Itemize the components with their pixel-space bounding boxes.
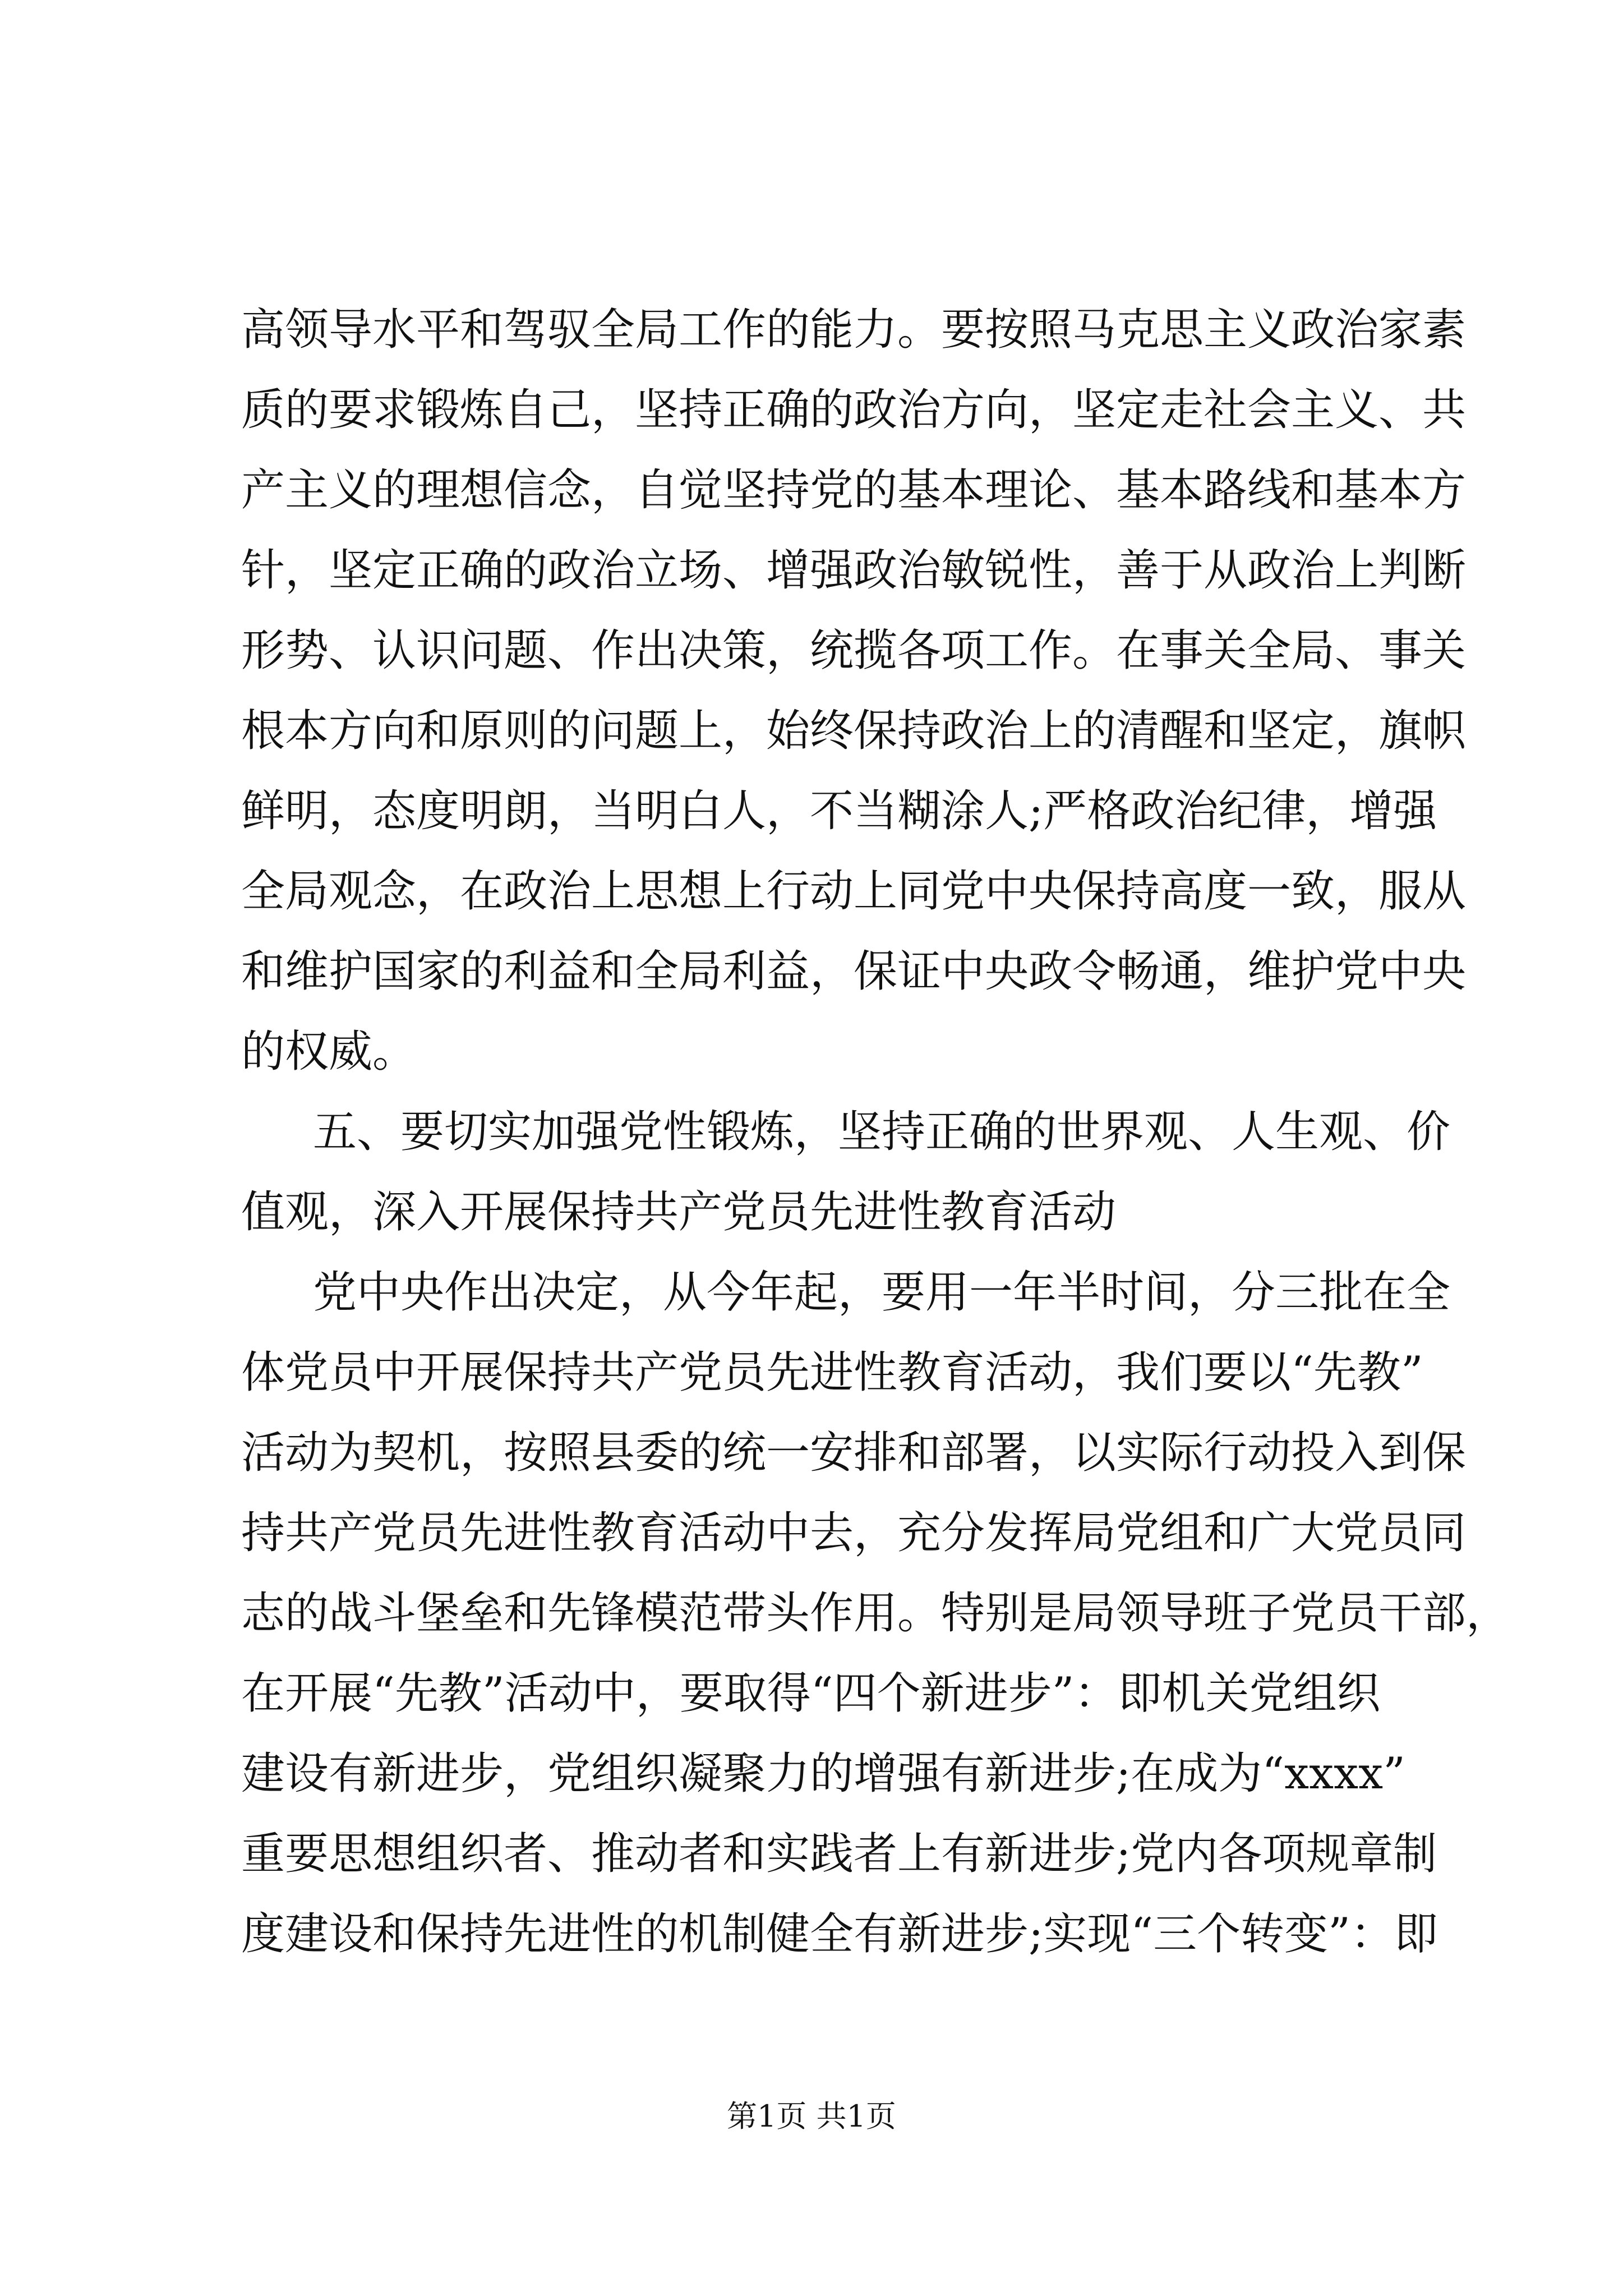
text-line: 和维护国家的利益和全局利益，保证中央政令畅通，维护党中央 [241,946,1467,997]
text-line: 形势、认识问题、作出决策，统揽各项工作。在事关全局、事关 [241,625,1467,676]
text-line: 的权威。 [241,1027,417,1077]
text-line: 根本方向和原则的问题上，始终保持政治上的清醒和坚定，旗帜 [241,706,1467,756]
text-line: 鲜明，态度明朗，当明白人，不当糊涂人;严格政治纪律，增强 [241,786,1437,836]
section-heading-line: 值观，深入开展保持共产党员先进性教育活动 [241,1187,1117,1237]
text-line: 在开展“先教”活动中，要取得“四个新进步”：即机关党组织 [241,1668,1381,1719]
text-line: 持共产党员先进性教育活动中去，充分发挥局党组和广大党员同 [241,1508,1467,1558]
text-line: 针，坚定正确的政治立场、增强政治敏锐性，善于从政治上判断 [241,545,1467,596]
text-line: 度建设和保持先进性的机制健全有新进步;实现“三个转变”：即 [241,1909,1438,1959]
text-line: 活动为契机，按照县委的统一安排和部署，以实际行动投入到保 [241,1428,1467,1478]
text-line: 高领导水平和驾驭全局工作的能力。要按照马克思主义政治家素 [241,305,1467,355]
text-line: 建设有新进步，党组织凝聚力的增强有新进步;在成为“xxxx” [241,1749,1405,1799]
text-line: 产主义的理想信念，自觉坚持党的基本理论、基本路线和基本方 [241,465,1467,516]
section-heading-line: 五、要切实加强党性锻炼，坚持正确的世界观、人生观、价 [313,1107,1451,1157]
text-line: 志的战斗堡垒和先锋模范带头作用。特别是局领导班子党员干部， [241,1588,1510,1639]
text-line: 全局观念，在政治上思想上行动上同党中央保持高度一致，服从 [241,866,1467,917]
page-footer: 第1页 共1页 [727,2099,896,2134]
text-line: 质的要求锻炼自己，坚持正确的政治方向，坚定走社会主义、共 [241,385,1467,435]
text-line: 党中央作出决定，从今年起，要用一年半时间，分三批在全 [313,1267,1451,1318]
text-line: 体党员中开展保持共产党员先进性教育活动，我们要以“先教” [241,1347,1423,1398]
text-line: 重要思想组织者、推动者和实践者上有新进步;党内各项规章制 [241,1829,1437,1879]
